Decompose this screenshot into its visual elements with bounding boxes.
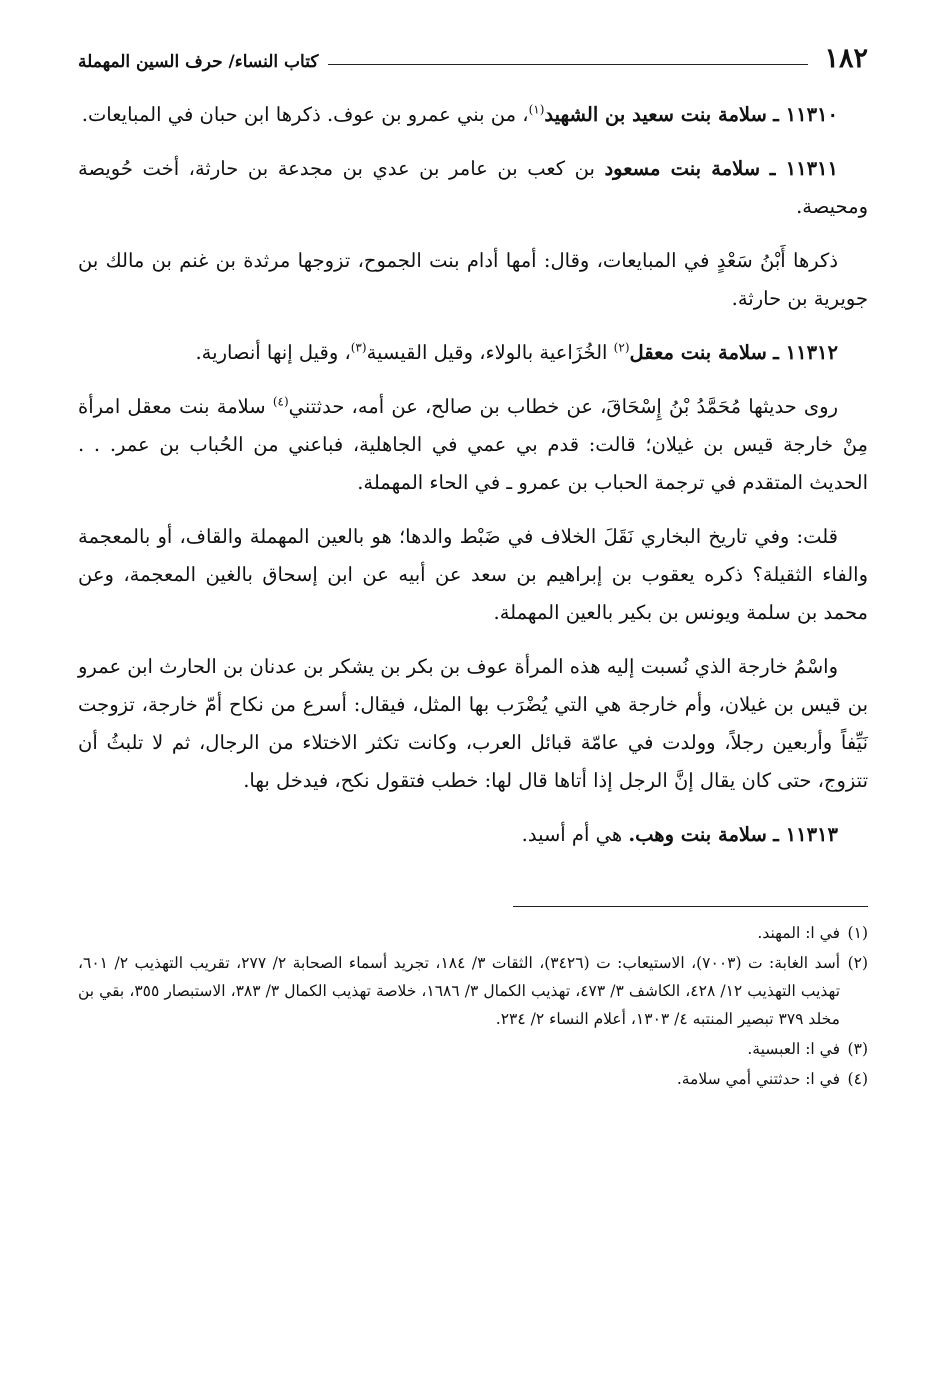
footnote-text: في ا: حدثتني أمي سلامة. <box>676 1070 840 1088</box>
entry-number: ١١٣١٢ ـ <box>773 341 838 364</box>
footnote-number: (١) <box>847 924 868 942</box>
entry-text: هي أم أسيد. <box>521 823 623 846</box>
book-page <box>78 30 868 1095</box>
paragraph-bukhari-note: قلت: وفي تاريخ البخاري نَقَلَ الخلاف في ضَبْط والدها؛ هو بالعين المهملة والقاف، أو بالمعجمة والفاء الثقيلة؟ ذكره يعقوب بن إبراهيم بن سعد عن أبيه عن ابن إسحاق بالغين المعجمة، وعن محمد بن سلمة ويونس بن بكير بالعين المهملة. <box>78 525 868 624</box>
footnote-text: في ا: العبسية. <box>747 1040 840 1058</box>
footnote-2 <box>78 949 868 1033</box>
entry-name: سلامة بنت وهب. <box>628 823 767 846</box>
entry-number: ١١٣١٣ ـ <box>773 823 838 846</box>
paragraph-text: روى حديثها مُحَمَّدُ بْنُ إِسْحَاقَ، عن خطاب بن صالح، عن أمه، حدثتني <box>288 395 839 418</box>
paragraph-hadith <box>78 388 868 502</box>
paragraph-text: سلامة بنت معقل امرأة مِنْ خارجة قيس بن غيلان؛ قالت: قدم بي عمي في الجاهلية، فباعني من الحُباب بن عمر. . . الحديث المتقدم في ترجمة الحباب بن عمرو ـ في الحاء المهملة. <box>78 395 868 494</box>
entry-number: ١١٣١٠ ـ <box>773 103 838 126</box>
paragraph-ibn-saad: ذكرها أَبْنُ سَعْدٍ في المبايعات، وقال: أمها أدام بنت الجموح، تزوجها مرثدة بن غنم بن مالك بن جويرية بن حارثة. <box>78 249 868 310</box>
footnote-reference: (٤) <box>272 394 289 409</box>
footnote-text: أسد الغابة: ت (٧٠٠٣)، الاستيعاب: ت (٣٤٢٦)، الثقات ٣/ ١٨٤، تجريد أسماء الصحابة ٢/ ٢٧٧، تقريب التهذيب ٢/ ٦٠١، تهذيب التهذيب ١٢/ ٤٢٨، الكاشف ٣/ ٤٧٣، تهذيب الكمال ٣/ ١٦٨٦، خلاصة تهذيب الكمال ٣/ ٣٨٣، الاستبصار ٣٥٥، بقي بن مخلد ٣٧٩ تبصير المنتبه ٤/ ١٣٠٣، أعلام النساء ٢/ ٢٣٤. <box>78 954 841 1028</box>
footnote-reference: (٣) <box>350 340 367 355</box>
entry-11312 <box>78 334 868 372</box>
footnote-reference: (٢) <box>613 340 630 355</box>
paragraph-kharija: واسْمُ خارجة الذي نُسبت إليه هذه المرأة عوف بن بكر بن يشكر بن عدنان بن الحارث ابن عمرو بن قيس بن غيلان، وأم خارجة هي التي يُضْرَب بها المثل، فيقال: أسرع من نكاح أمّ خارجة، تزوجت نَيِّفاً وأربعين رجلاً، وولدت في عامّة قبائل العرب، وكانت تكثر الاختلاء من الرجال، ثم لا تلبثُ أن تتزوج، حتى كان يقال إنَّ الرجل إذا أتاها قال لها: خطب فتقول نكح، فيدخل بها. <box>78 655 868 792</box>
entry-text: الخُزَاعية بالولاء، وقيل القيسية <box>366 341 608 364</box>
entry-name: سلامة بنت معقل <box>629 341 767 364</box>
entry-11313 <box>78 816 868 854</box>
entry-text: ، من بني عمرو بن عوف. ذكرها ابن حبان في المبايعات. <box>81 103 529 126</box>
header-rule <box>328 64 808 65</box>
footnote-text: في ا: المهند. <box>757 924 840 942</box>
entry-name: سلامة بنت مسعود <box>604 157 761 180</box>
entry-number: ١١٣١١ ـ <box>769 157 838 180</box>
footnote-reference: (١) <box>528 102 545 117</box>
footnote-rule <box>513 906 868 907</box>
footnote-3 <box>78 1035 868 1063</box>
footnote-number: (٢) <box>847 954 869 972</box>
page-header <box>78 30 868 74</box>
footnote-4 <box>78 1065 868 1093</box>
running-title: كتاب النساء/ حرف السين المهملة <box>78 51 319 72</box>
entry-text: ، وقيل إنها أنصارية. <box>195 341 351 364</box>
entry-11311 <box>78 150 868 226</box>
page-number: ١٨٢ <box>824 43 868 74</box>
entry-name: سلامة بنت سعيد بن الشهيد <box>544 103 767 126</box>
footnote-number: (٤) <box>847 1070 868 1088</box>
entry-text: بن كعب بن عامر بن عدي بن مجدعة بن حارثة، أخت حُويصة ومحيصة. <box>78 157 868 218</box>
footnote-number: (٣) <box>847 1040 868 1058</box>
body-text <box>78 96 868 854</box>
entry-11310 <box>78 96 868 134</box>
footnote-1 <box>78 919 868 947</box>
footnotes <box>78 919 868 1093</box>
